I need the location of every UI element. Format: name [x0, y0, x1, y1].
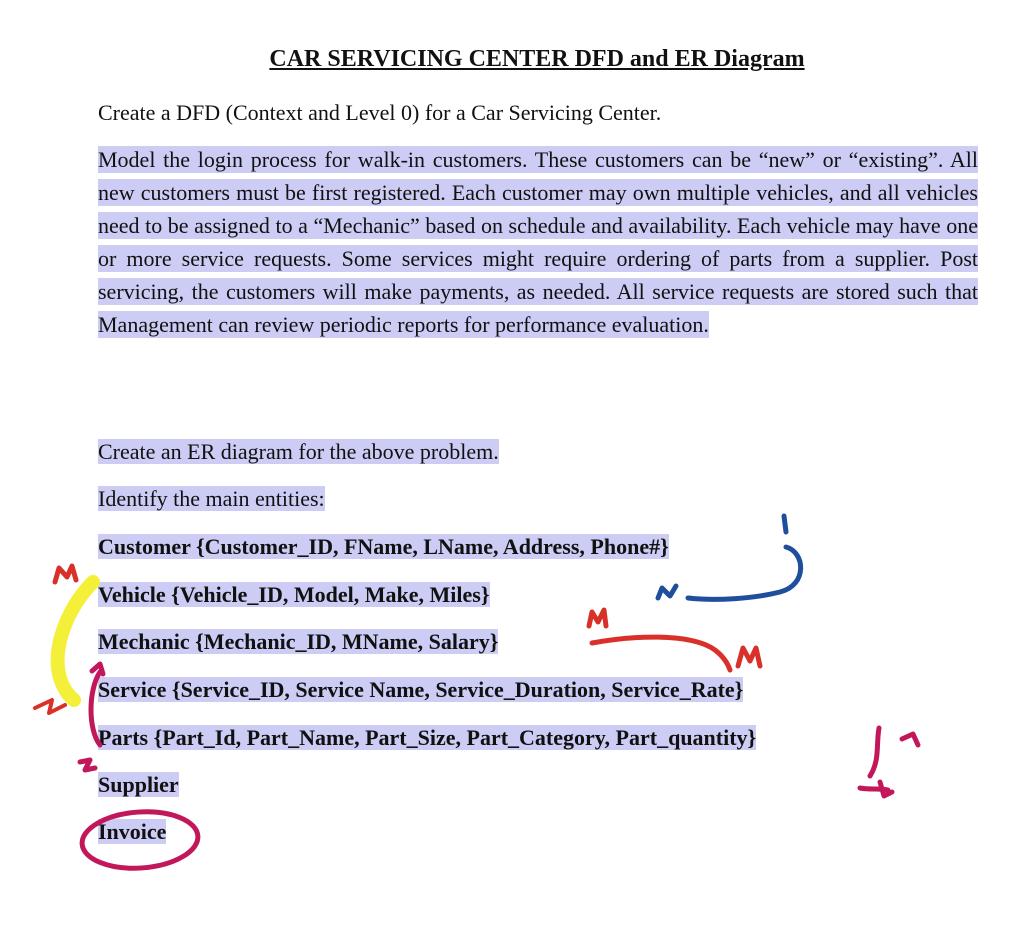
entity-mechanic [98, 626, 498, 658]
entity-customer [98, 531, 669, 563]
blue-relationship-mark [658, 516, 801, 599]
entity-vehicle [98, 579, 490, 611]
entity-parts-text: Parts {Part_Id, Part_Name, Part_Size, Part_Category, Part_quantity} [98, 725, 757, 750]
document-title: CAR SERVICING CENTER DFD and ER Diagram [269, 46, 805, 72]
entity-service [98, 674, 743, 706]
entities-prompt-text: Identify the main entities: [98, 486, 325, 511]
entity-vehicle-text: Vehicle {Vehicle_ID, Model, Make, Miles} [98, 582, 490, 607]
er-prompt [98, 436, 499, 468]
entity-supplier-text: Supplier [98, 772, 179, 797]
red-one-mark-left [35, 700, 65, 713]
yellow-relationship-arc [58, 582, 93, 700]
entity-customer-text: Customer {Customer_ID, FName, LName, Address, Phone#} [98, 534, 669, 559]
entity-parts [98, 722, 756, 754]
entity-mechanic-text: Mechanic {Mechanic_ID, MName, Salary} [98, 629, 499, 654]
red-m-mark-left [55, 566, 76, 582]
entity-supplier [98, 769, 179, 801]
red-relationship-mark [589, 610, 760, 670]
entities-prompt [98, 483, 325, 515]
entity-invoice-text: Invoice [98, 819, 167, 844]
entity-service-text: Service {Service_ID, Service Name, Service_Duration, Service_Rate} [98, 677, 744, 702]
problem-paragraph-text: Model the login process for walk-in customers. These customers can be “new” or “existing”. All new customers must be first registered. Each customer may own multiple vehicles, and all vehicles need to be assigned to a “Mechanic” based on schedule and availability. Each vehicle may have one or more service requests. Some services might require ordering of parts from a supplier. Post servicing, the customers will make payments, as needed. All service requests are stored such that Management can review periodic reports for performance evaluation. [98, 147, 978, 337]
er-prompt-text: Create an ER diagram for the above problem. [98, 439, 499, 464]
problem-paragraph [98, 143, 978, 341]
entity-invoice [98, 816, 166, 848]
intro-text: Create a DFD (Context and Level 0) for a Car Servicing Center. [98, 100, 662, 125]
